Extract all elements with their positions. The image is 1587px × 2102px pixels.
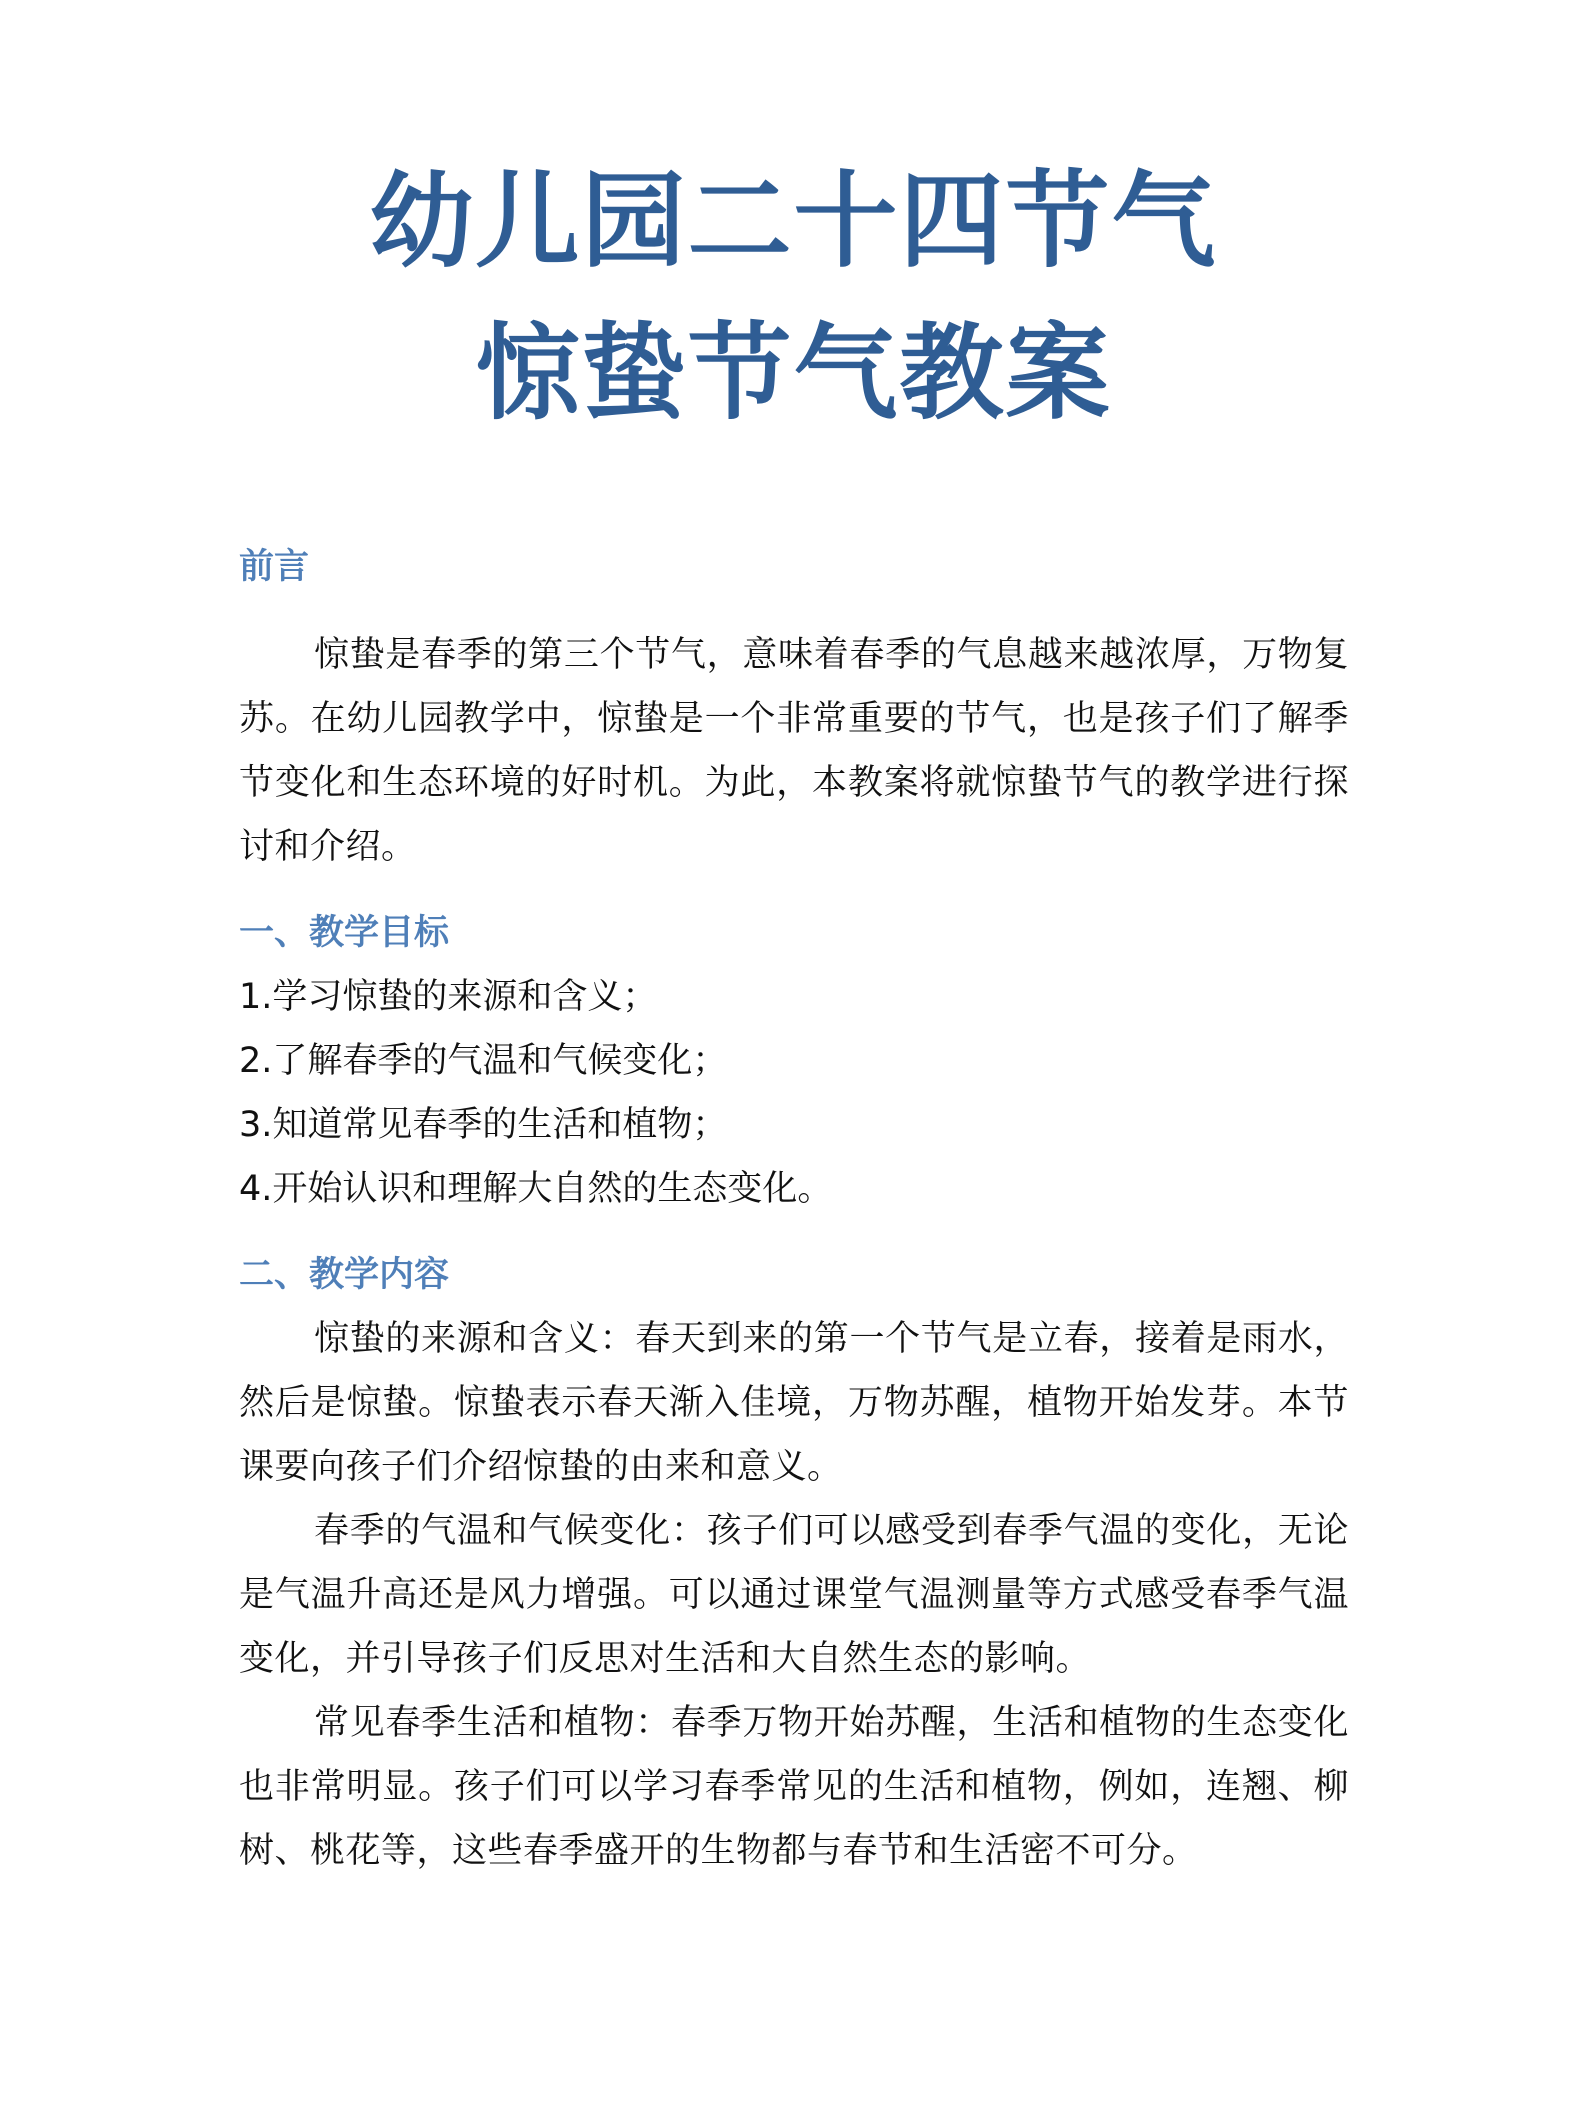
content-paragraph-climate: 春季的气温和气候变化：孩子们可以感受到春季气温的变化，无论是气温升高还是风力增强。可以通过课堂气温测量等方式感受春季气温变化，并引导孩子们反思对生活和大自然生态的影响。 <box>239 1511 1349 1679</box>
goal-item-3: 3.知道常见春季的生活和植物； <box>239 1105 728 1145</box>
goal-item-4: 4.开始认识和理解大自然的生态变化。 <box>239 1169 833 1209</box>
section-preface <box>239 535 1349 879</box>
section-heading-teaching-goals: 一、教学目标 <box>239 913 450 953</box>
section-heading-preface: 前言 <box>239 547 310 587</box>
section-teaching-content <box>239 1243 1349 1883</box>
section-teaching-goals <box>239 901 1349 1221</box>
title-line-1: 幼儿园二十四节气 <box>369 160 1218 282</box>
document-title <box>0 145 1587 449</box>
title-line-2: 惊蛰节气教案 <box>475 312 1112 434</box>
preface-paragraph: 惊蛰是春季的第三个节气，意味着春季的气息越来越浓厚，万物复苏。在幼儿园教学中，惊蛰是一个非常重要的节气，也是孩子们了解季节变化和生态环境的好时机。为此，本教案将就惊蛰节气的教学进行探讨和介绍。 <box>239 635 1349 867</box>
spacer <box>239 879 1349 901</box>
content-paragraph-origin: 惊蛰的来源和含义：春天到来的第一个节气是立春，接着是雨水，然后是惊蛰。惊蛰表示春天渐入佳境，万物苏醒，植物开始发芽。本节课要向孩子们介绍惊蛰的由来和意义。 <box>239 1319 1349 1487</box>
spacer <box>239 1221 1349 1243</box>
spacer <box>239 599 1349 623</box>
document-body <box>239 535 1349 1883</box>
goal-item-2: 2.了解春季的气温和气候变化； <box>239 1041 728 1081</box>
content-paragraph-plants: 常见春季生活和植物：春季万物开始苏醒，生活和植物的生态变化也非常明显。孩子们可以学习春季常见的生活和植物，例如，连翘、柳树、桃花等，这些春季盛开的生物都与春节和生活密不可分。 <box>239 1703 1349 1871</box>
section-heading-teaching-content: 二、教学内容 <box>239 1255 450 1295</box>
goal-item-1: 1.学习惊蛰的来源和含义； <box>239 977 658 1017</box>
